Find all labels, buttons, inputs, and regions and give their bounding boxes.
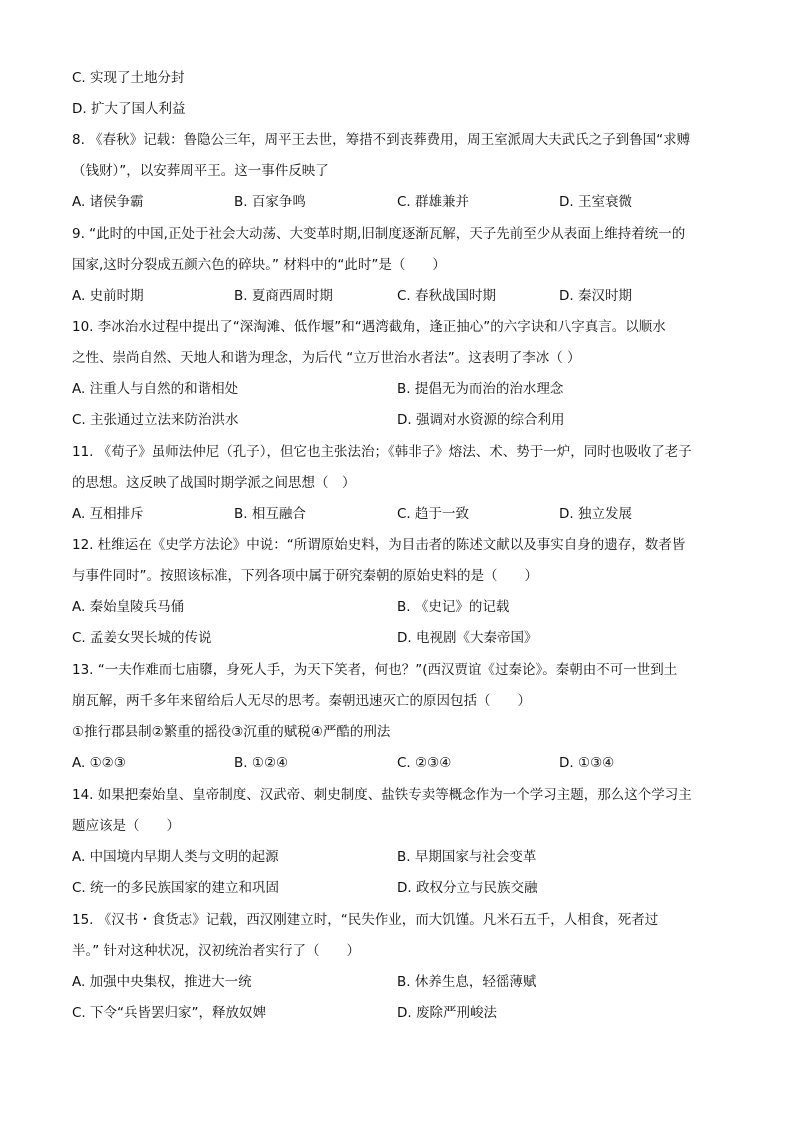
q9-option-d: D. 秦汉时期 — [559, 288, 632, 304]
q13-stem-line2: 崩瓦解，两千多年来留给后人无尽的思考。秦朝迅速灭亡的原因包括（ ） — [72, 693, 531, 709]
q9-option-c: C. 春秋战国时期 — [397, 288, 497, 304]
q14-option-c: C. 统一的多民族国家的建立和巩固 — [72, 880, 280, 896]
q13-stem-line1: 13. “一夫作难而七庙隳，身死人手，为天下笑者，何也？”(西汉贾谊《过秦论》。秦朝由不可一世到土 — [72, 662, 678, 678]
q14-stem-line2: 题应该是（ ） — [72, 818, 180, 834]
q11-stem-line2: 的思想。这反映了战国时期学派之间思想（ ） — [72, 475, 356, 491]
prev-option-c: C. 实现了土地分封 — [72, 70, 185, 86]
q13-stem-line3: ①推行郡县制②繁重的摇役③沉重的赋税④严酷的刑法 — [72, 724, 391, 740]
prev-option-d: D. 扩大了国人利益 — [72, 101, 186, 117]
q12-option-d: D. 电视剧《大秦帝国》 — [397, 630, 538, 646]
q12-option-b: B. 《史记》的记载 — [397, 599, 510, 615]
q14-option-a: A. 中国境内早期人类与文明的起源 — [72, 849, 279, 865]
q14-option-b: B. 早期国家与社会变革 — [397, 849, 537, 865]
q15-option-b: B. 休养生息，轻徭薄赋 — [397, 974, 537, 990]
q15-stem-line2: 半。” 针对这种状况，汉初统治者实行了（ ） — [72, 943, 361, 959]
q11-option-d: D. 独立发展 — [559, 506, 632, 522]
q13-option-c: C. ②③④ — [397, 755, 452, 771]
q13-option-a: A. ①②③ — [72, 755, 126, 771]
q13-option-d: D. ①③④ — [559, 755, 615, 771]
q10-option-c: C. 主张通过立法来防治洪水 — [72, 412, 239, 428]
q12-option-a: A. 秦始皇陵兵马俑 — [72, 599, 185, 615]
q12-option-c: C. 孟姜女哭长城的传说 — [72, 630, 212, 646]
q8-stem-line1: 8. 《春秋》记载：鲁隐公三年，周平王去世，筹措不到丧葬费用，周王室派周大夫武氏之子到鲁国“求赙 — [72, 132, 691, 148]
q15-option-d: D. 废除严刑峻法 — [397, 1005, 497, 1021]
q11-option-b: B. 相互融合 — [234, 506, 306, 522]
q10-stem-line1: 10. 李冰治水过程中提出了“深淘滩、低作堰”和“遇湾截角，逢正抽心”的六字诀和八字真言。以顺水 — [72, 319, 666, 335]
q8-option-a: A. 诸侯争霸 — [72, 194, 144, 210]
q12-stem-line1: 12. 杜维运在《史学方法论》中说：“所谓原始史料，为目击者的陈述文献以及事实自身的遗存，数者皆 — [72, 537, 686, 553]
q10-option-a: A. 注重人与自然的和谐相处 — [72, 381, 239, 397]
q14-option-d: D. 政权分立与民族交融 — [397, 880, 538, 896]
q10-stem-line2: 之性、崇尚自然、天地人和谐为理念，为后代 “立万世治水者法”。这表明了李冰（ ） — [72, 350, 581, 366]
q9-option-b: B. 夏商西周时期 — [234, 288, 333, 304]
q9-stem-line1: 9. “此时的中国,正处于社会大动荡、大变革时期,旧制度逐渐瓦解，天子先前至少从表面上维持着统一的 — [72, 226, 686, 242]
q8-stem-line2: （钱财）”，以安葬周平王。这一事件反映了 — [72, 163, 329, 179]
q9-stem-line2: 国家,这时分裂成五颜六色的碎块。” 材料中的“此时”是（ ） — [72, 257, 446, 273]
q9-option-a: A. 史前时期 — [72, 288, 144, 304]
q10-option-d: D. 强调对水资源的综合利用 — [397, 412, 565, 428]
q11-stem-line1: 11. 《荀子》虽师法仲尼（孔子），但它也主张法治；《韩非子》熔法、术、势于一炉，同时也吸收了老子 — [72, 444, 692, 460]
q10-option-b: B. 提倡无为而治的治水理念 — [397, 381, 564, 397]
q15-option-c: C. 下令“兵皆罢归家”，释放奴婢 — [72, 1005, 266, 1021]
q11-option-c: C. 趋于一致 — [397, 506, 470, 522]
q11-option-a: A. 互相排斥 — [72, 506, 144, 522]
q8-option-d: D. 王室衰微 — [559, 194, 632, 210]
q15-option-a: A. 加强中央集权，推进大一统 — [72, 974, 252, 990]
q15-stem-line1: 15. 《汉书・食货志》记载，西汉刚建立时，“民失作业，而大饥馑。凡米石五千，人相食，死者过 — [72, 912, 659, 928]
q8-option-b: B. 百家争鸣 — [234, 194, 306, 210]
q13-option-b: B. ①②④ — [234, 755, 289, 771]
q12-stem-line2: 与事件同时”。按照该标准，下列各项中属于研究秦朝的原始史料的是（ ） — [72, 568, 538, 584]
q14-stem-line1: 14. 如果把秦始皇、皇帝制度、汉武帝、刺史制度、盐铁专卖等概念作为一个学习主题，那么这个学习主 — [72, 787, 692, 803]
q8-option-c: C. 群雄兼并 — [397, 194, 470, 210]
